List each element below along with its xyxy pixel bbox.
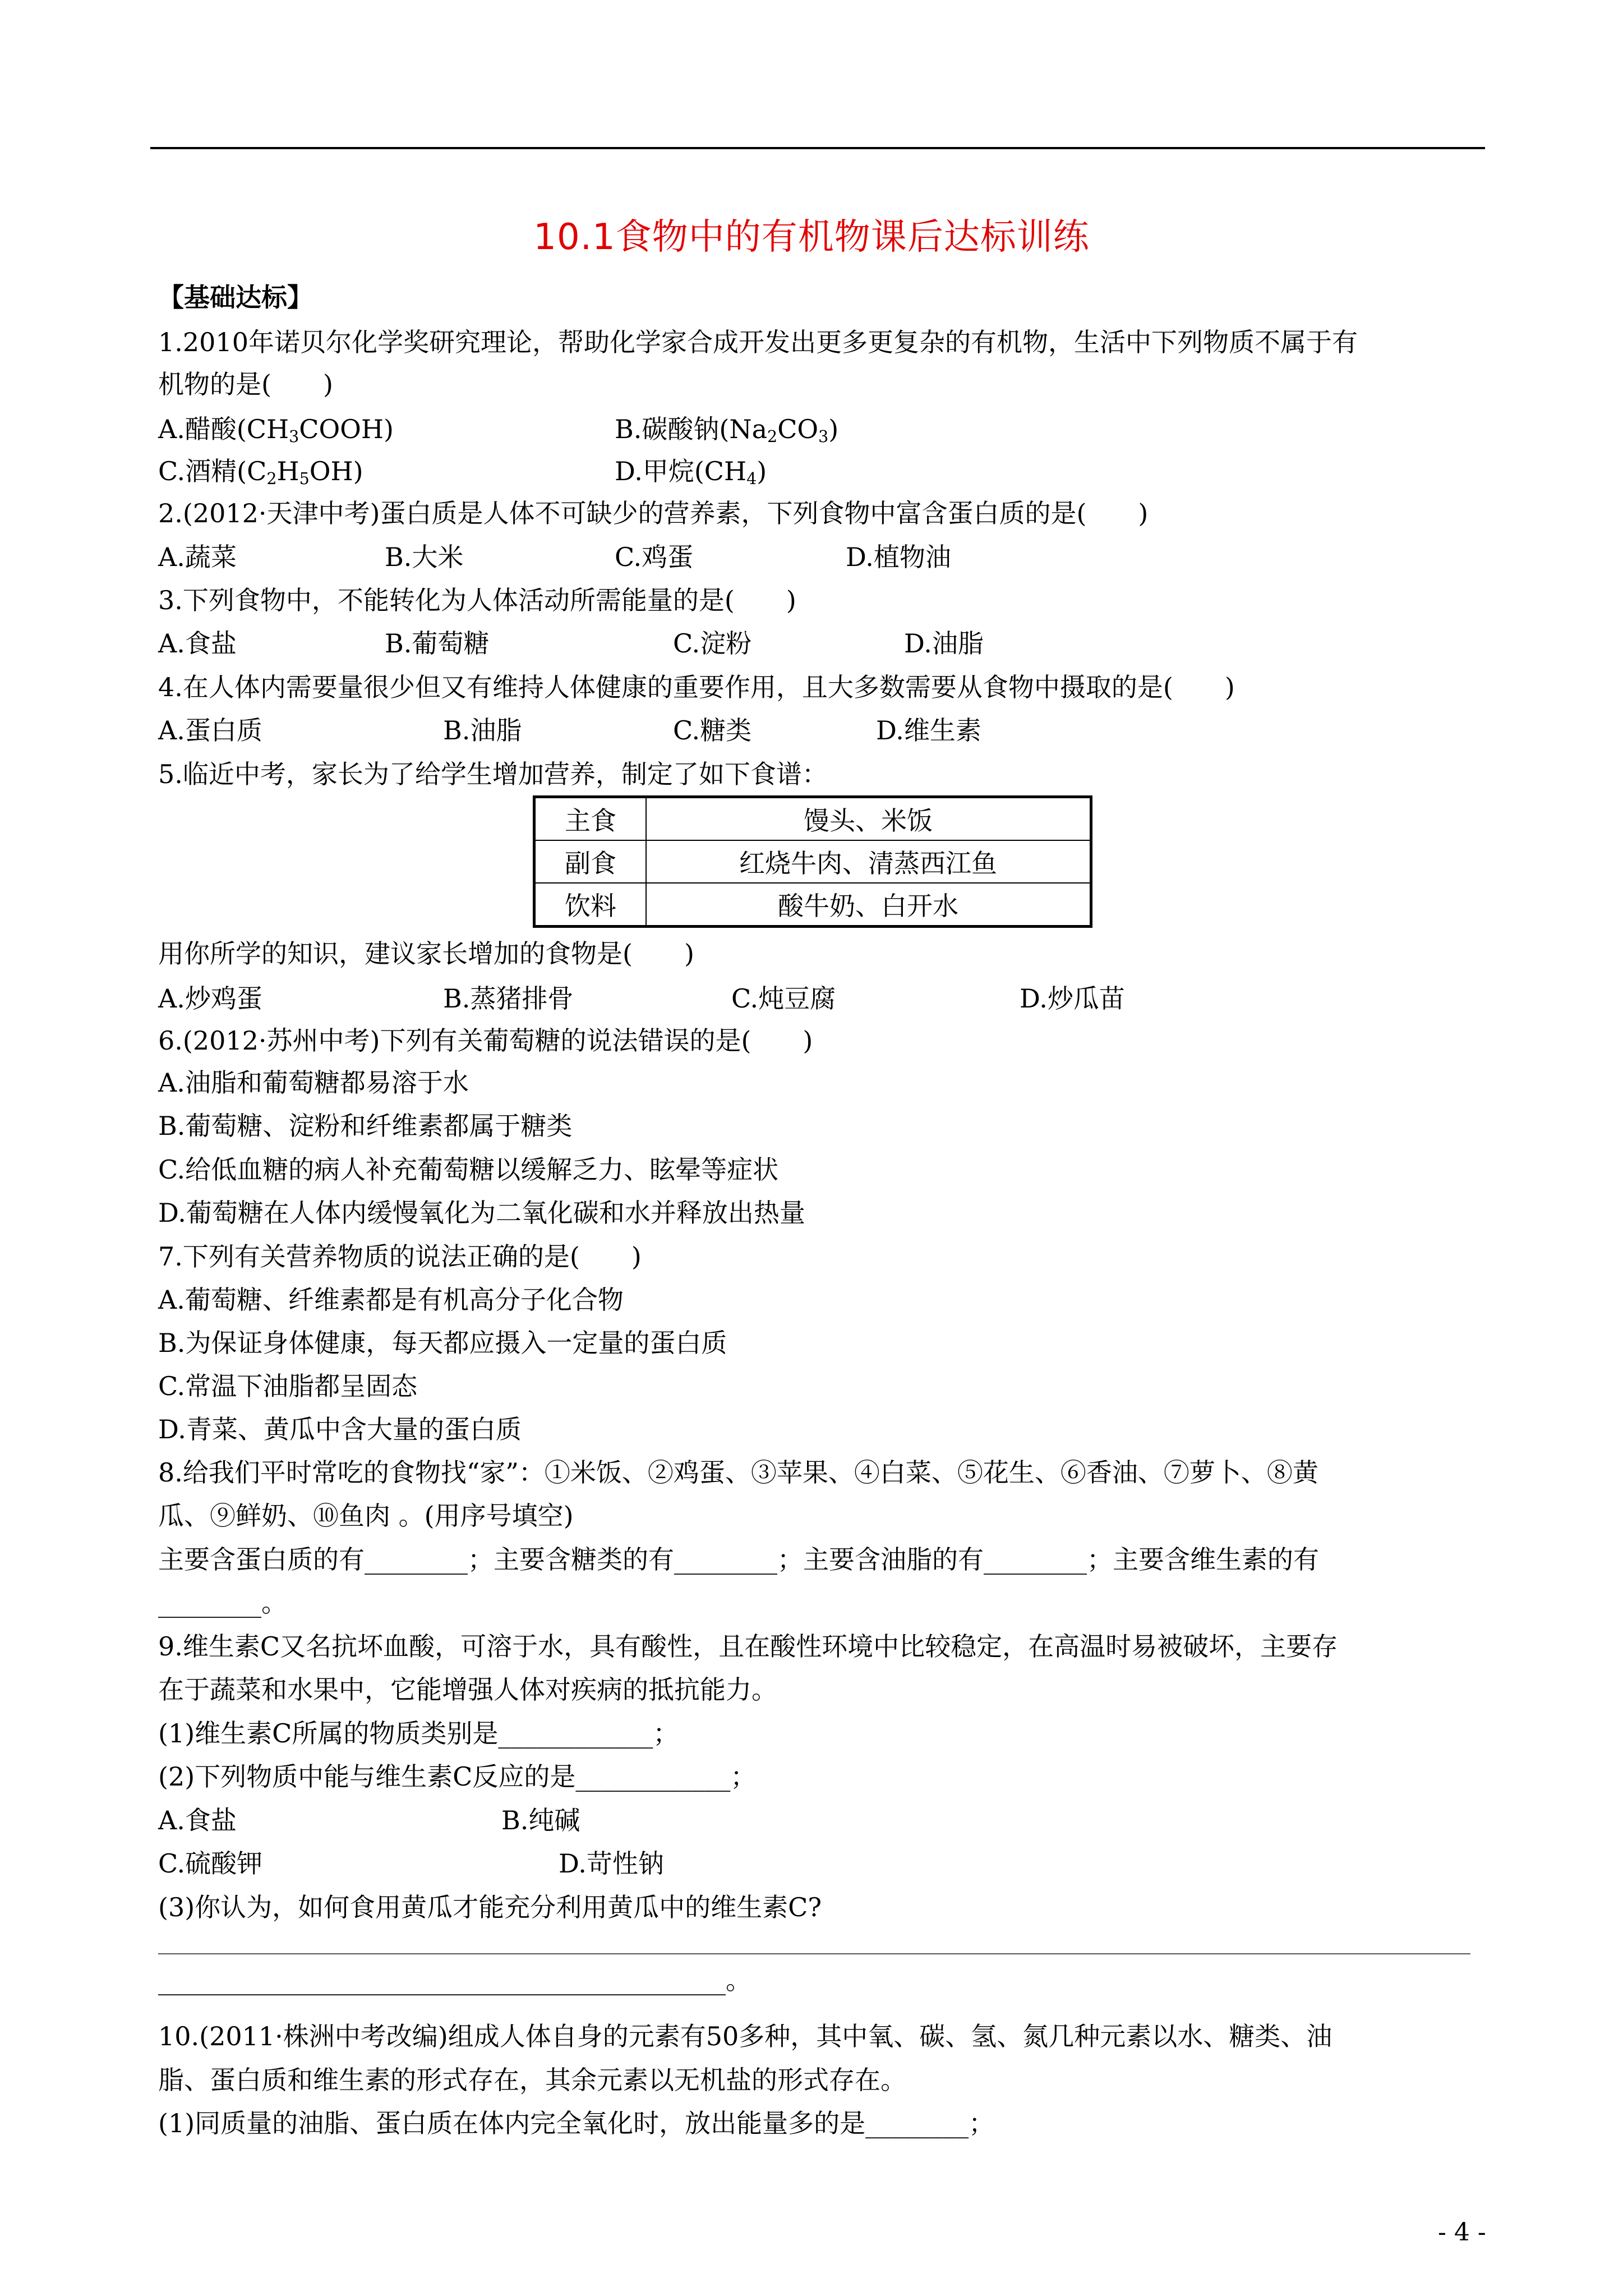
menu-table bbox=[533, 795, 1092, 928]
q1-stem-line1: 1.2010年诺贝尔化学奖研究理论，帮助化学家合成开发出更多更复杂的有机物，生活中下列物质不属于有 bbox=[158, 327, 1358, 357]
q2-option-c: C.鸡蛋 bbox=[615, 542, 694, 572]
table-row bbox=[534, 797, 1091, 841]
q2-option-a: A.蔬菜 bbox=[158, 542, 237, 572]
q5-stem: 5.临近中考，家长为了给学生增加营养，制定了如下食谱： bbox=[158, 759, 828, 789]
q4-option-c: C.糖类 bbox=[673, 715, 752, 746]
q3-option-c: C.淀粉 bbox=[673, 628, 752, 659]
q9-part2: (2)下列物质中能与维生素C反应的是____________； bbox=[158, 1761, 757, 1792]
q1-option-c: C.酒精$(C_2H_5OH)$ bbox=[158, 456, 363, 489]
q4-option-a: A.蛋白质 bbox=[158, 715, 262, 746]
q4-option-d: D.维生素 bbox=[876, 715, 981, 746]
q5-option-c: C.炖豆腐 bbox=[731, 983, 836, 1014]
q10-stem-line2: 脂、蛋白质和维生素的形式存在，其余元素以无机盐的形式存在。 bbox=[158, 2065, 906, 2095]
q6-option-c: C.给低血糖的病人补充葡萄糖以缓解乏力、眩晕等症状 bbox=[158, 1154, 779, 1185]
q3-option-b: B.葡萄糖 bbox=[385, 628, 490, 659]
q7-stem: 7.下列有关营养物质的说法正确的是( ) bbox=[158, 1241, 642, 1272]
q7-option-a: A.葡萄糖、纤维素都是有机高分子化合物 bbox=[158, 1285, 624, 1315]
q9-option-a: A.食盐 bbox=[158, 1805, 237, 1835]
q10-part1: (1)同质量的油脂、蛋白质在体内完全氧化时，放出能量多的是________； bbox=[158, 2108, 995, 2138]
page-number: - 4 - bbox=[1438, 2218, 1486, 2247]
table-row bbox=[534, 840, 1091, 883]
q7-option-c: C.常温下油脂都呈固态 bbox=[158, 1371, 418, 1401]
q9-stem-line1: 9.维生素C又名抗坏血酸，可溶于水，具有酸性，且在酸性环境中比较稳定，在高温时易被破坏，主要存 bbox=[158, 1631, 1338, 1662]
q1-option-d: D.甲烷$(CH_4)$ bbox=[615, 456, 767, 489]
table-row bbox=[534, 883, 1091, 927]
q9-part3: (3)你认为，如何食用黄瓜才能充分利用黄瓜中的维生素C? bbox=[158, 1892, 822, 1922]
menu-category: 副食 bbox=[534, 840, 647, 883]
q6-stem: 6.(2012·苏州中考)下列有关葡萄糖的说法错误的是( ) bbox=[158, 1025, 813, 1056]
q9-option-d: D.苛性钠 bbox=[559, 1848, 664, 1879]
q6-option-b: B.葡萄糖、淀粉和纤维素都属于糖类 bbox=[158, 1111, 573, 1141]
q8-blanks-line1: 主要含蛋白质的有________；主要含糖类的有________；主要含油脂的有________；主要含维生素的有 bbox=[158, 1544, 1319, 1575]
menu-category: 饮料 bbox=[534, 883, 647, 927]
page-title: 10.1食物中的有机物课后达标训练 bbox=[533, 217, 1090, 258]
q9-option-c: C.硫酸钾 bbox=[158, 1848, 263, 1879]
q3-option-a: A.食盐 bbox=[158, 628, 237, 659]
q7-option-b: B.为保证身体健康，每天都应摄入一定量的蛋白质 bbox=[158, 1328, 727, 1358]
header-rule bbox=[150, 147, 1485, 149]
q8-blanks-line2: ________。 bbox=[158, 1588, 287, 1618]
menu-items: 酸牛奶、白开水 bbox=[646, 883, 1091, 927]
q8-stem-line2: 瓜、⑨鲜奶、⑩鱼肉 。(用序号填空) bbox=[158, 1501, 574, 1531]
q1-stem-line2: 机物的是( ) bbox=[158, 369, 333, 399]
q3-option-d: D.油脂 bbox=[904, 628, 984, 659]
q7-option-d: D.青菜、黄瓜中含大量的蛋白质 bbox=[158, 1414, 522, 1444]
q3-stem: 3.下列食物中，不能转化为人体活动所需能量的是( ) bbox=[158, 585, 796, 615]
q2-option-b: B.大米 bbox=[385, 542, 464, 572]
q9-stem-line2: 在于蔬菜和水果中，它能增强人体对疾病的抵抗能力。 bbox=[158, 1674, 777, 1705]
q2-stem: 2.(2012·天津中考)蛋白质是人体不可缺少的营养素，下列食物中富含蛋白质的是( ) bbox=[158, 498, 1149, 528]
q2-option-d: D.植物油 bbox=[846, 542, 951, 572]
q4-stem: 4.在人体内需要量很少但又有维持人体健康的重要作用，且大多数需要从食物中摄取的是( ) bbox=[158, 672, 1235, 702]
section-heading: 【基础达标】 bbox=[158, 282, 313, 312]
menu-items: 红烧牛肉、清蒸西江鱼 bbox=[646, 840, 1091, 883]
q6-option-a: A.油脂和葡萄糖都易溶于水 bbox=[158, 1068, 469, 1098]
q9-option-b: B.纯碱 bbox=[501, 1805, 580, 1835]
answer-line bbox=[158, 1953, 1470, 1954]
q9-answer-end: ____________________________________________。 bbox=[158, 1965, 751, 1995]
q5-option-d: D.炒瓜苗 bbox=[1020, 983, 1125, 1014]
q5-option-a: A.炒鸡蛋 bbox=[158, 983, 262, 1014]
q5-option-b: B.蒸猪排骨 bbox=[443, 983, 574, 1014]
q5-question: 用你所学的知识，建议家长增加的食物是( ) bbox=[158, 938, 694, 969]
q9-part1: (1)维生素C所属的物质类别是____________； bbox=[158, 1718, 679, 1749]
q4-option-b: B.油脂 bbox=[443, 715, 522, 746]
q1-option-a: A.醋酸$(CH_3COOH)$ bbox=[158, 414, 394, 447]
q8-stem-line1: 8.给我们平时常吃的食物找“家”：①米饭、②鸡蛋、③苹果、④白菜、⑤花生、⑥香油、⑦萝卜、⑧黄 bbox=[158, 1457, 1318, 1488]
q1-option-b: B.碳酸钠$(Na_2CO_3)$ bbox=[615, 414, 839, 447]
q6-option-d: D.葡萄糖在人体内缓慢氧化为二氧化碳和水并释放出热量 bbox=[158, 1198, 805, 1228]
q10-stem-line1: 10.(2011·株洲中考改编)组成人体自身的元素有50多种，其中氧、碳、氢、氮几种元素以水、糖类、油 bbox=[158, 2021, 1332, 2051]
menu-items: 馒头、米饭 bbox=[646, 797, 1091, 841]
menu-category: 主食 bbox=[534, 797, 647, 841]
